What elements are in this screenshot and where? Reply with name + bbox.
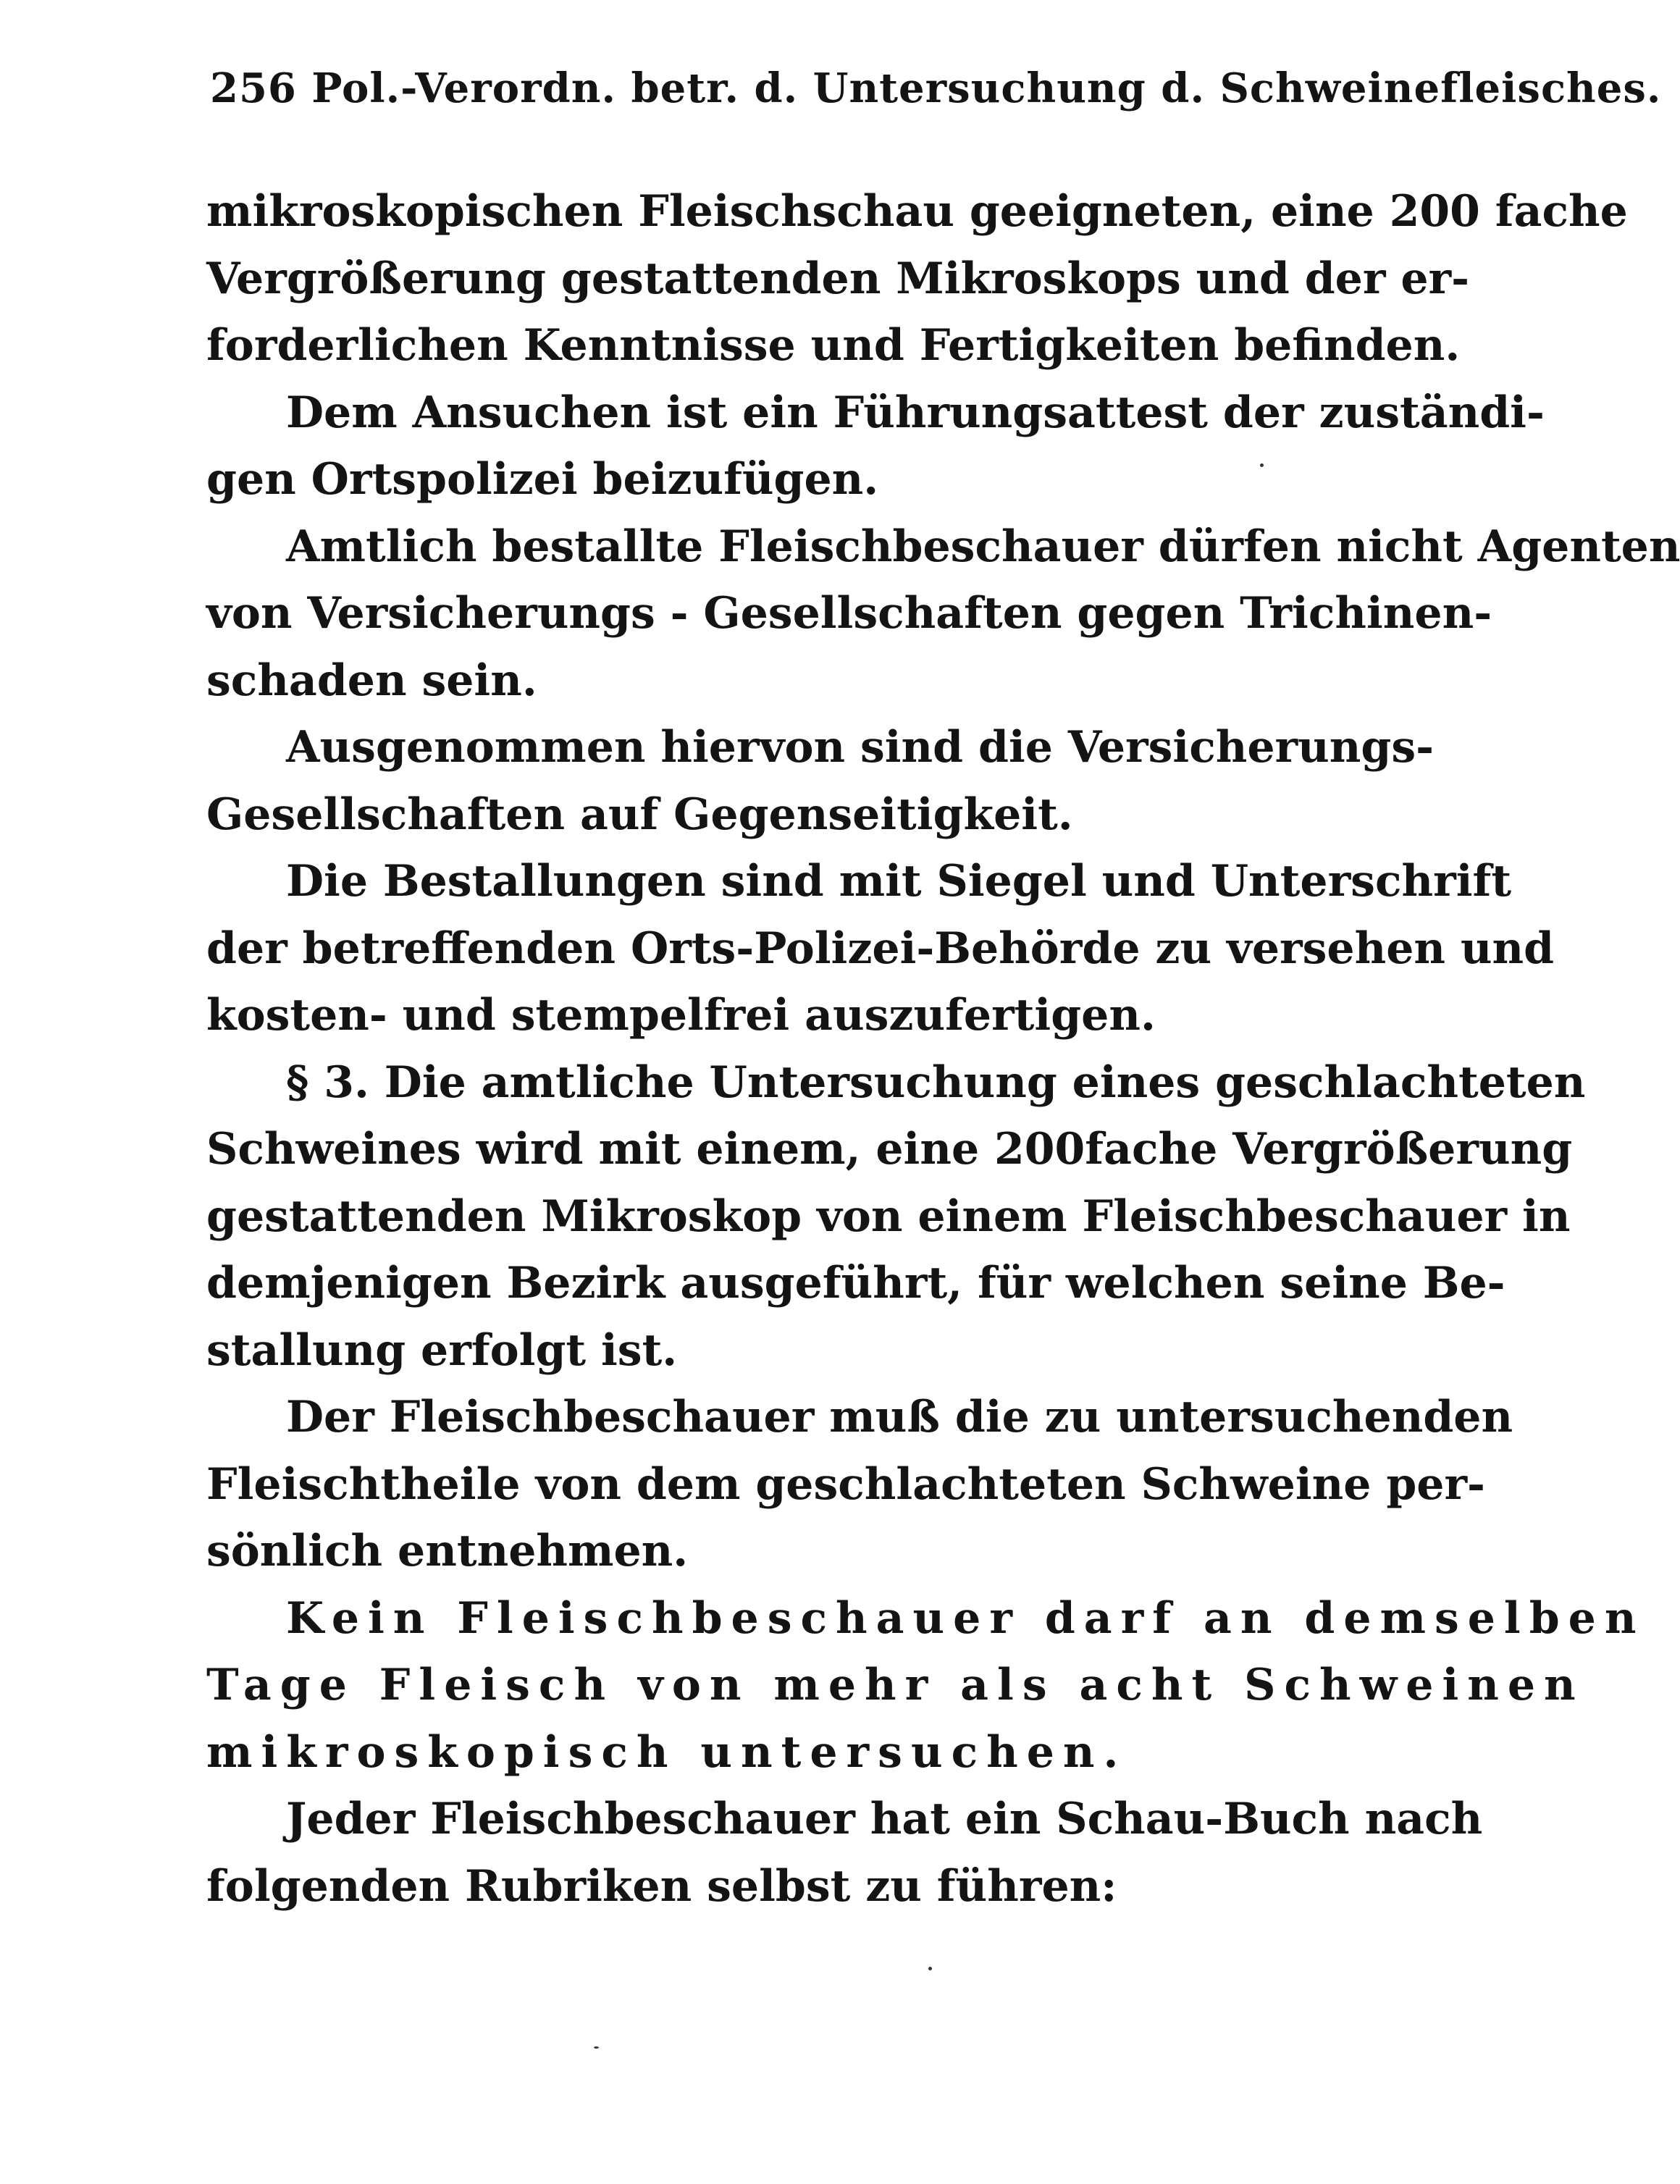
text-line: von Versicherungs - Gesellschaften gegen Trichinen- bbox=[206, 588, 1492, 639]
text-line: Tage Fleisch von mehr als acht Schweinen bbox=[206, 1660, 1584, 1710]
text-line: stallung erfolgt ist. bbox=[206, 1324, 678, 1376]
text-line: Gesellschaften auf Gegenseitigkeit. bbox=[206, 789, 1073, 840]
paragraph bbox=[206, 178, 1628, 379]
paragraph bbox=[206, 714, 1435, 848]
text-line: forderlichen Kenntnisse und Fertigkeiten befinden. bbox=[206, 320, 1461, 371]
text-line: kosten- und stempelfrei auszufertigen. bbox=[206, 990, 1156, 1041]
paragraph-emphasized bbox=[206, 1585, 1645, 1786]
text-line: schaden sein. bbox=[206, 655, 537, 706]
text-line: demjenigen Bezirk ausgeführt, für welchen seine Be- bbox=[206, 1258, 1505, 1309]
text-line: § 3. Die amtliche Untersuchung eines geschlachteten bbox=[286, 1057, 1586, 1108]
print-speck bbox=[928, 1967, 932, 1970]
paragraph bbox=[206, 1384, 1513, 1585]
text-line: Schweines wird mit einem, eine 200fache Vergrößerung bbox=[206, 1124, 1573, 1175]
text-line: mikroskopischen Fleischschau geeigneten, eine 200 fache bbox=[206, 186, 1628, 237]
text-line: gestattenden Mikroskop von einem Fleischbeschauer in bbox=[206, 1190, 1571, 1242]
text-line: gen Ortspolizei beizufügen. bbox=[206, 454, 879, 505]
text-line: folgenden Rubriken selbst zu führen: bbox=[206, 1860, 1117, 1912]
text-line: Fleischtheile von dem geschlachteten Schweine per- bbox=[206, 1458, 1485, 1510]
paragraph-section-3 bbox=[206, 1049, 1586, 1385]
paragraph bbox=[206, 1786, 1483, 1920]
paragraph bbox=[206, 848, 1555, 1049]
text-line: mikroskopisch untersuchen. bbox=[206, 1726, 1127, 1778]
text-line: Dem Ansuchen ist ein Führungsattest der zuständi- bbox=[286, 387, 1545, 438]
text-line: Ausgenommen hiervon sind die Versicherungs- bbox=[286, 722, 1435, 773]
text-line: der betreffenden Orts-Polizei-Behörde zu versehen und bbox=[206, 923, 1555, 974]
text-line: sönlich entnehmen. bbox=[206, 1526, 689, 1576]
print-speck bbox=[1260, 463, 1264, 467]
text-line: Der Fleischbeschauer muß die zu untersuchenden bbox=[286, 1392, 1513, 1442]
running-head: 256 Pol.-Verordn. betr. d. Untersuchung d. Schweinefleisches. bbox=[210, 64, 1662, 112]
text-line: Die Bestallungen sind mit Siegel und Unterschrift bbox=[286, 856, 1512, 907]
text-line: Vergrößerung gestattenden Mikroskops und der er- bbox=[206, 253, 1470, 304]
text-line: Kein Fleischbeschauer darf an demselben bbox=[286, 1592, 1645, 1644]
print-speck bbox=[594, 2046, 599, 2049]
paragraph bbox=[206, 513, 1680, 715]
text-line: Amtlich bestallte Fleischbeschauer dürfen nicht Agenten bbox=[286, 521, 1680, 572]
body-text bbox=[206, 178, 1680, 1920]
text-line: Jeder Fleischbeschauer hat ein Schau-Buch nach bbox=[286, 1794, 1483, 1844]
paragraph bbox=[206, 379, 1545, 513]
